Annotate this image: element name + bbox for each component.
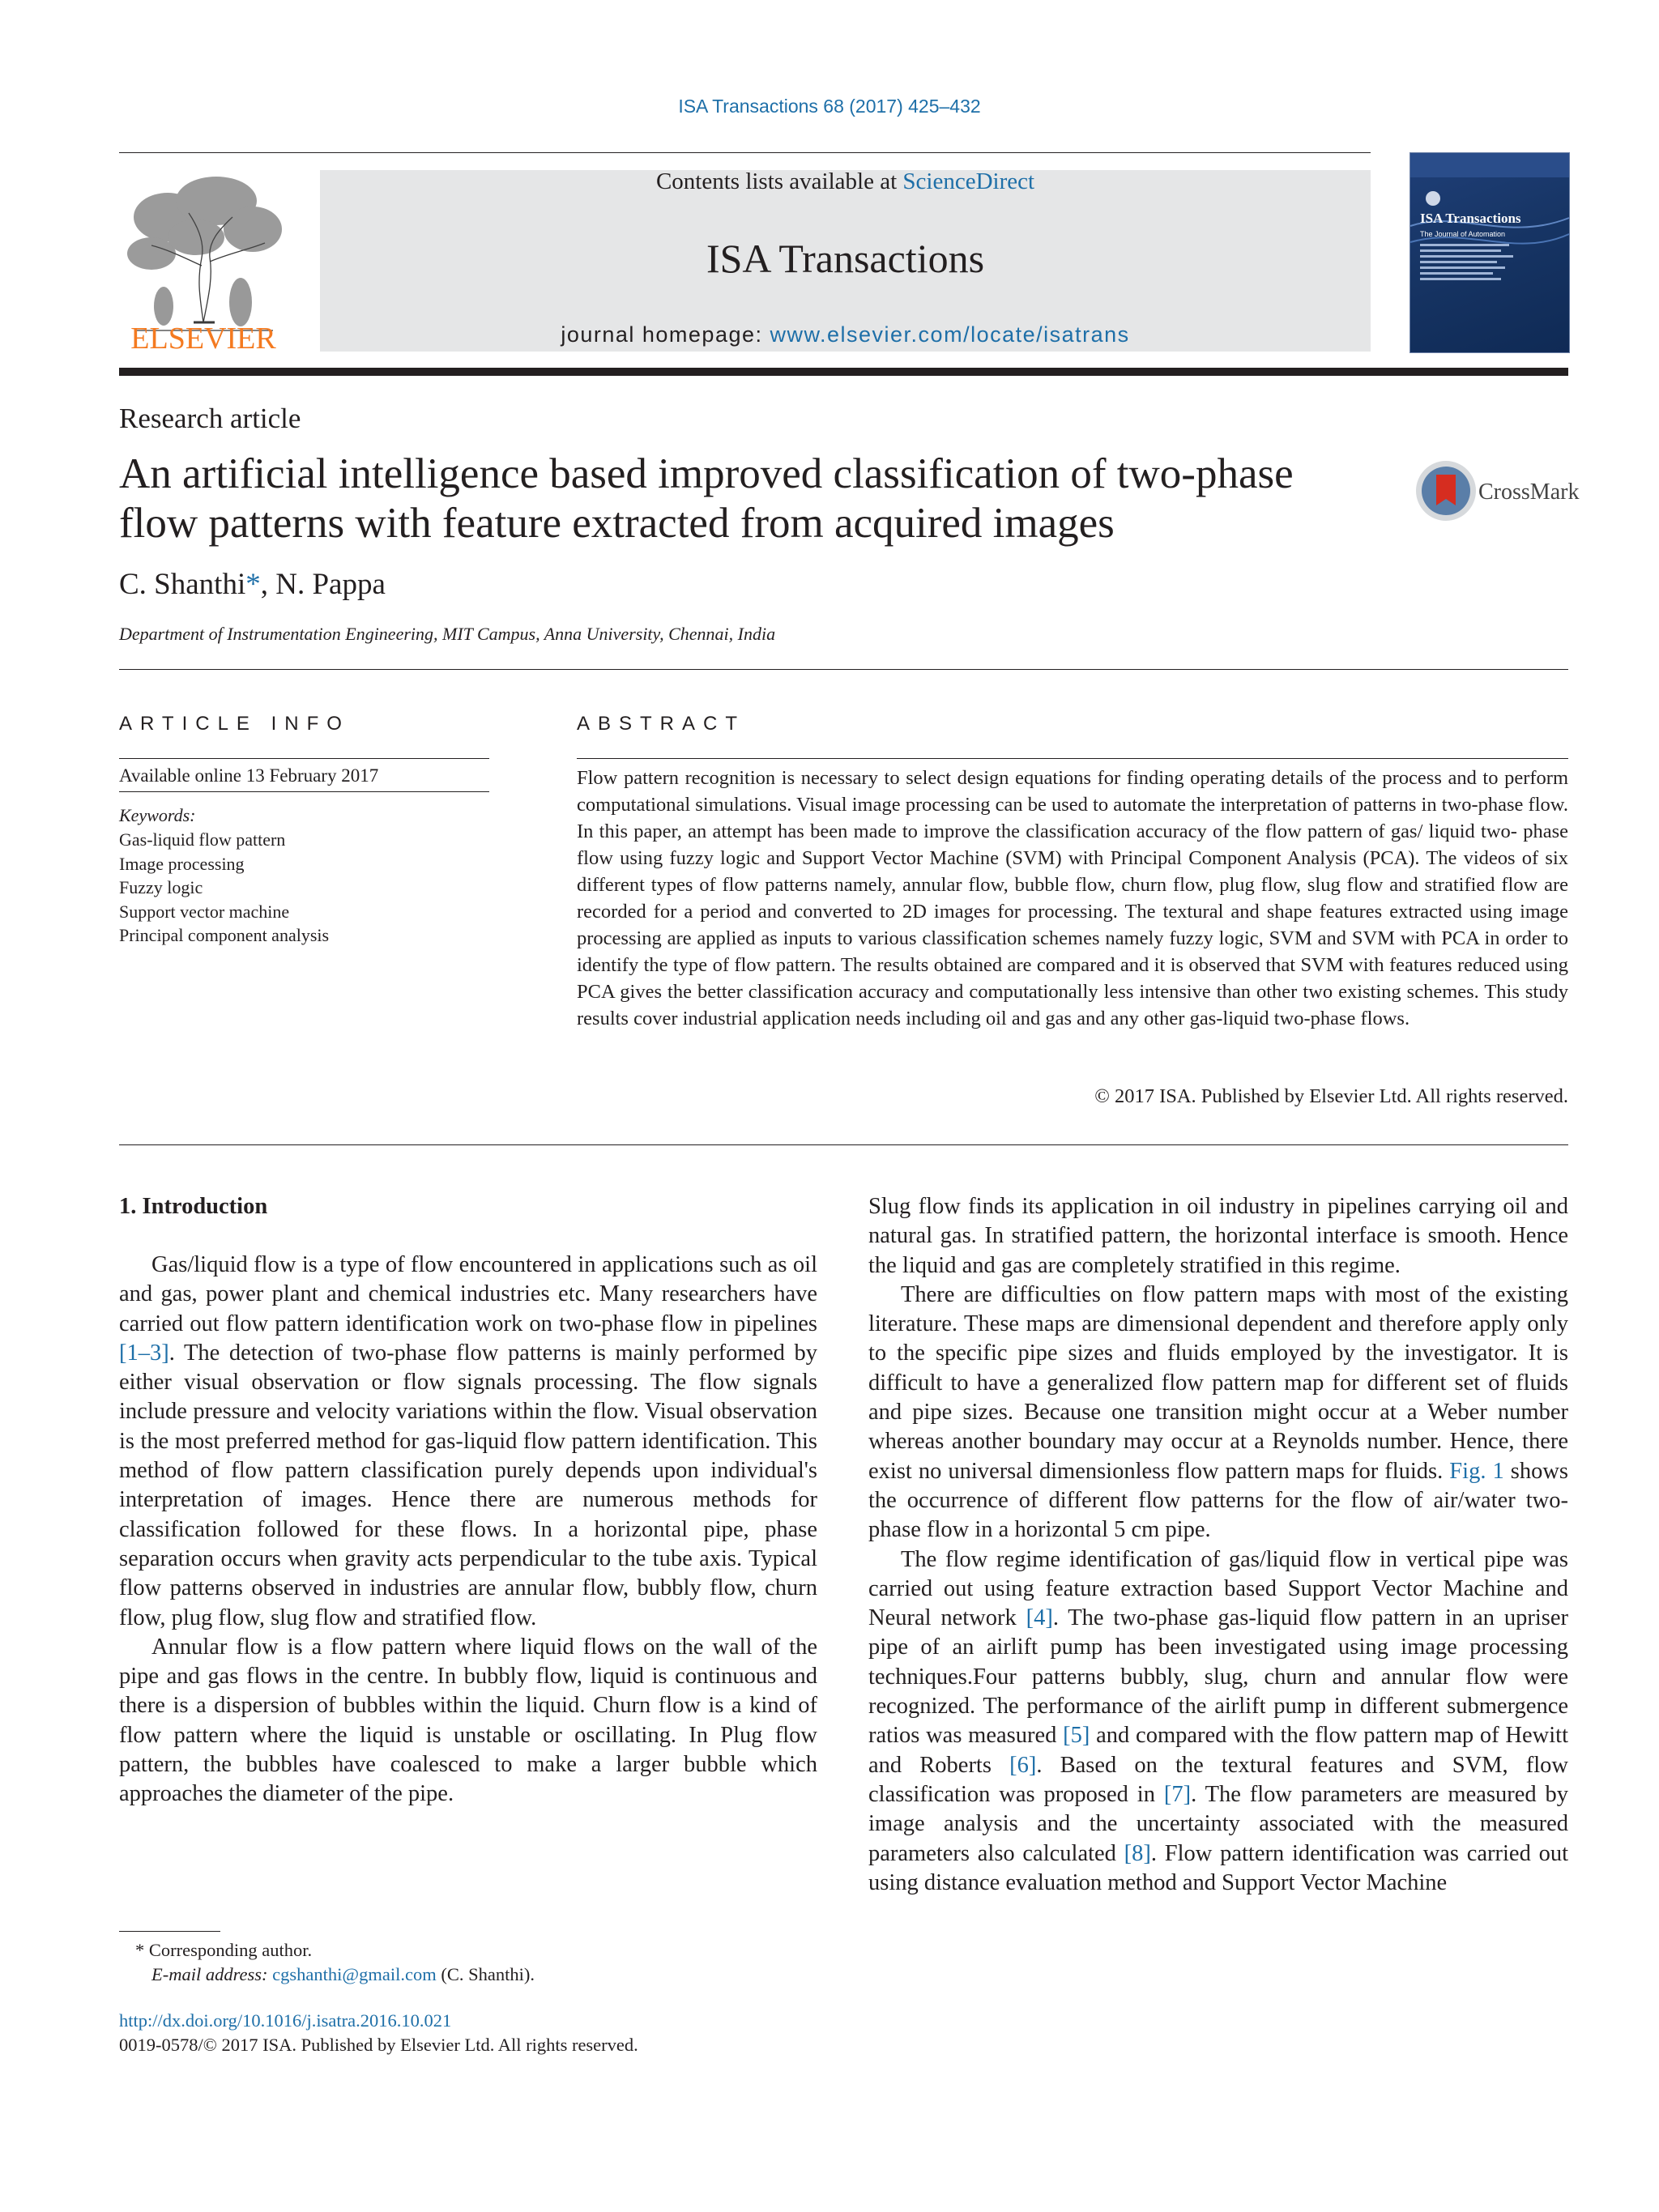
journal-citation-link[interactable]: ISA Transactions 68 (2017) 425–432 <box>678 96 981 117</box>
author-line <box>119 567 386 602</box>
reference-link[interactable]: [6] <box>1009 1752 1037 1778</box>
homepage-link[interactable]: www.elsevier.com/locate/isatrans <box>770 322 1130 347</box>
paragraph: Annular flow is a flow pattern where liquid flows on the wall of the pipe and gas flows in the centre. In bubbly flow, liquid is continuous and there is a dispersion of bubbles within the liquid. Churn flow is a kind of flow pattern where the liquid is unstable or oscillating. In Plug flow pattern, the bubbles have coalesced to make a larger bubble which approaches the diameter of the pipe. <box>119 1634 817 1807</box>
doi-link[interactable]: http://dx.doi.org/10.1016/j.isatra.2016.10.021 <box>119 2010 452 2031</box>
reference-link[interactable]: [7] <box>1163 1781 1192 1807</box>
reference-link[interactable]: [5] <box>1063 1723 1090 1749</box>
author-1[interactable]: C. Shanthi <box>119 568 246 601</box>
paragraph-text: There are difficulties on flow pattern maps with most of the existing literature. These maps are dimensional dependent and therefore apply only to the specific pipe sizes and fluids employed by the investigator. It is difficult to have a generalized flow pattern map for different set of fluids and pipe sizes. Because one transition might occur at a Weber number whereas another boundary may occur at a Reynolds number. Hence, there exist no universal dimensionless flow pattern maps for fluids. <box>868 1281 1568 1484</box>
email-suffix: (C. Shanthi). <box>436 1964 535 1984</box>
keyword-item: Image processing <box>119 853 245 874</box>
issn-copyright: 0019-0578/© 2017 ISA. Published by Elsevier Ltd. All rights reserved. <box>119 2035 638 2055</box>
abstract-heading: ABSTRACT <box>577 713 746 735</box>
reference-link[interactable]: [4] <box>1026 1605 1053 1631</box>
author-separator: , <box>260 568 276 601</box>
elsevier-logo <box>119 168 288 356</box>
reference-link[interactable]: [8] <box>1124 1840 1151 1866</box>
contents-prefix: Contents lists available at <box>655 168 903 194</box>
sciencedirect-link[interactable]: ScienceDirect <box>902 168 1035 194</box>
journal-name: ISA Transactions <box>706 236 985 281</box>
keyword-item: Support vector machine <box>119 901 290 922</box>
article-info-heading: ARTICLE INFO <box>119 713 350 735</box>
keyword-item: Gas-liquid flow pattern <box>119 829 286 850</box>
abstract-copyright: © 2017 ISA. Published by Elsevier Ltd. All rights reserved. <box>1094 1085 1568 1107</box>
abstract-bottom-rule <box>119 1144 1568 1145</box>
footnote-email-line <box>151 1964 535 1985</box>
abstract-text: Flow pattern recognition is necessary to select design equations for finding operating details of the process and to perform computational simulations. Visual image processing can be used to automate the interpretation of patterns in two-phase flow. In this paper, an attempt has been made to improve the classification accuracy of the flow pattern of gas/ liquid two- phase flow using fuzzy logic and Support Vector Machine (SVM) with Principal Component Analysis (PCA). The videos of six different types of flow patterns namely, annular flow, bubble flow, churn flow, plug flow, slug flow and stratified flow are recorded for a period and converted to 2D images for processing. The textural and shape features extracted using image processing are applied as inputs to various classification schemes namely fuzzy logic, SVM and SVM with PCA in order to identify the type of flow pattern. The results obtained are compared and it is observed that SVM with features reduced using PCA gives the better classification accuracy and computationally less intensive than other two existing schemes. This study results cover industrial application needs including oil and gas and any other gas-liquid two-phase flows. <box>577 767 1568 1029</box>
homepage-line <box>320 322 1371 347</box>
homepage-prefix: journal homepage: <box>561 322 770 347</box>
info-rule <box>119 791 489 792</box>
journal-cover-art <box>1410 153 1569 352</box>
figure-link[interactable]: Fig. 1 <box>1449 1458 1504 1484</box>
paragraph-text: Gas/liquid flow is a type of flow encountered in applications such as oil and gas, power plant and chemical industries etc. Many researchers have carried out flow pattern identification work on two-phase flow in pipelines <box>119 1252 817 1336</box>
info-rule <box>119 758 489 759</box>
available-online-date: Available online 13 February 2017 <box>119 765 379 786</box>
section-heading: 1. Introduction <box>119 1194 268 1219</box>
footnote-rule <box>119 1931 220 1932</box>
abstract-rule <box>577 758 1568 759</box>
paragraph <box>868 1281 1568 1545</box>
paragraph-text: . The two-phase gas-liquid flow pattern in an upriser pipe of an airlift pump has been investigated using image processing techniques.Four patterns bubbly, slug, churn and annular flow were recognized. The performance of the airlift pump in different submergence ratios was measured <box>868 1605 1568 1749</box>
keyword-item: Principal component analysis <box>119 925 330 945</box>
body-column-right <box>868 1192 1568 1898</box>
email-label: E-mail address: <box>151 1964 273 1984</box>
paragraph: Slug flow finds its application in oil industry in pipelines carrying oil and natural gas. In stratified pattern, the horizontal interface is smooth. Hence the liquid and gas are completely stratified in this regime. <box>868 1194 1568 1278</box>
corresponding-author-mark[interactable]: * <box>245 568 261 601</box>
keywords-list <box>119 828 329 948</box>
paragraph-text: shows the occurrence of different flow patterns for the flow of air/water two-phase flow in a horizontal 5 cm pipe. <box>868 1458 1569 1543</box>
header-thick-rule <box>119 368 1568 376</box>
paragraph-text: and compared with the flow pattern map of Hewitt and Roberts <box>868 1723 1568 1778</box>
affiliation: Department of Instrumentation Engineering, MIT Campus, Anna University, Chennai, India <box>119 624 776 644</box>
footnote-corresponding: * Corresponding author. <box>135 1940 313 1960</box>
cover-title: ISA Transactions <box>1420 211 1521 226</box>
cover-subtitle: The Journal of Automation <box>1420 230 1506 238</box>
reference-link[interactable]: [1–3] <box>119 1340 169 1366</box>
paragraph-text: The flow regime identification of gas/liquid flow in vertical pipe was carried out using feature extraction based Support Vector Machine and Neural network <box>868 1546 1568 1631</box>
paragraph-text: . The flow parameters are measured by image analysis and the uncertainty associated with the measured parameters also calculated <box>868 1781 1568 1866</box>
author-2[interactable]: N. Pappa <box>275 568 386 601</box>
crossmark-icon <box>1414 458 1580 523</box>
head-rule <box>119 669 1568 670</box>
keywords-label: Keywords: <box>119 805 196 825</box>
paragraph <box>119 1251 817 1633</box>
paragraph <box>868 1545 1568 1899</box>
elsevier-tree-icon <box>119 168 288 356</box>
title-line-1: An artificial intelligence based improved classification of two-phase <box>119 450 1294 497</box>
email-link[interactable]: cgshanthi@gmail.com <box>272 1964 437 1984</box>
article-type: Research article <box>119 403 301 434</box>
paragraph-text: . Flow pattern identification was carried out using distance evaluation method and Support Vector Machine <box>868 1840 1568 1895</box>
paragraph-text: . Based on the textural features and SVM, flow classification was proposed in <box>868 1752 1568 1807</box>
crossmark-button[interactable] <box>1414 458 1580 523</box>
isa-badge-icon <box>1426 191 1440 206</box>
article-title <box>119 450 1383 548</box>
journal-cover-image[interactable] <box>1410 152 1570 353</box>
body-column-left <box>119 1251 817 1809</box>
title-line-2: flow patterns with feature extracted from acquired images <box>119 500 1115 547</box>
crossmark-label: CrossMark <box>1478 479 1580 505</box>
contents-line <box>320 168 1371 195</box>
elsevier-wordmark: ELSEVIER <box>130 322 276 356</box>
paragraph-text: . The detection of two-phase flow patterns is mainly performed by either visual observation or flow signals processing. The flow signals include pressure and velocity variations within the flow. Visual observation is the most preferred method for gas-liquid flow pattern identification. This method of flow pattern classification purely depends upon individual's interpretation of images. Hence there are numerous methods for classification followed for these flows. In a horizontal pipe, phase separation occurs when gravity acts perpendicular to the tube axis. Typical flow patterns observed in industries are annular flow, bubbly flow, churn flow, plug flow, slug flow and stratified flow. <box>119 1340 817 1630</box>
header-rule <box>119 152 1371 153</box>
keyword-item: Fuzzy logic <box>119 877 203 897</box>
